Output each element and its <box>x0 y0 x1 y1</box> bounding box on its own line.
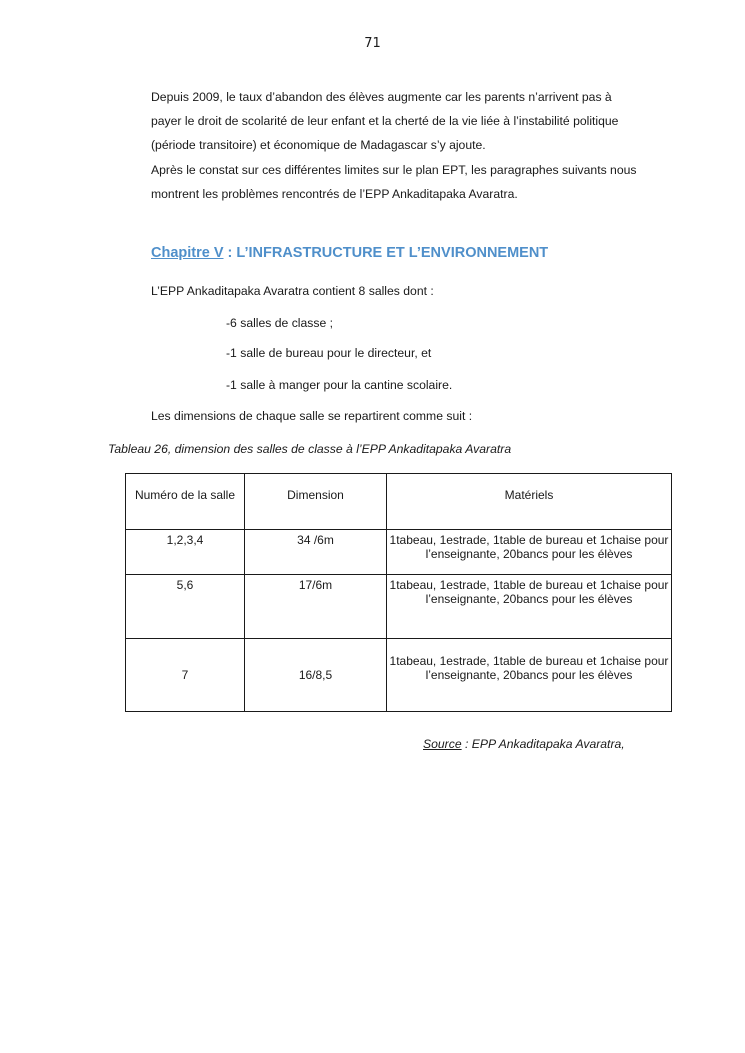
source-label: Source <box>423 737 462 751</box>
list-item: -1 salle à manger pour la cantine scolaire. <box>226 378 453 392</box>
dimensions-intro: Les dimensions de chaque salle se repartirent comme suit : <box>151 409 473 423</box>
cell-dimension: 16/8,5 <box>245 639 387 712</box>
classroom-dimensions-table <box>125 473 672 712</box>
cell-materials: 1tabeau, 1estrade, 1table de bureau et 1chaise pour l’enseignante, 20bancs pour les élèves <box>387 575 672 639</box>
cell-room-number: 5,6 <box>126 575 245 639</box>
table-header-row <box>126 474 672 530</box>
table-row <box>126 530 672 575</box>
chapter-heading <box>151 245 671 261</box>
header-dimension: Dimension <box>245 474 387 530</box>
list-item: -1 salle de bureau pour le directeur, et <box>226 346 432 360</box>
table-row <box>126 639 672 712</box>
cell-dimension: 17/6m <box>245 575 387 639</box>
chapter-title: L’INFRASTRUCTURE ET L’ENVIRONNEMENT <box>236 245 549 261</box>
rooms-intro: L’EPP Ankaditapaka Avaratra contient 8 salles dont : <box>151 284 434 298</box>
cell-room-number: 1,2,3,4 <box>126 530 245 575</box>
table-source <box>423 737 625 751</box>
header-materials: Matériels <box>387 474 672 530</box>
paragraph-problems: Après le constat sur ces différentes limites sur le plan EPT, les paragraphes suivants nous montrent les problèmes rencontrés de l’EPP Ankaditapaka Avaratra. <box>151 163 637 201</box>
list-item: -6 salles de classe ; <box>226 316 334 330</box>
chapter-label: Chapitre V <box>151 245 224 261</box>
table-caption: Tableau 26, dimension des salles de classe à l’EPP Ankaditapaka Avaratra <box>108 442 512 456</box>
page-number: 71 <box>364 36 381 51</box>
paragraph-dropout: Depuis 2009, le taux d’abandon des élèves augmente car les parents n’arrivent pas à payer le droit de scolarité de leur enfant et la cherté de la vie liée à l’instabilité politique (période transitoire) et économique de Madagascar s’y ajoute. <box>151 90 619 152</box>
table-row <box>126 575 672 639</box>
header-room-number: Numéro de la salle <box>126 474 245 530</box>
chapter-separator: : <box>223 245 237 261</box>
source-text: : EPP Ankaditapaka Avaratra, <box>461 737 625 751</box>
cell-room-number: 7 <box>126 639 245 712</box>
cell-dimension: 34 /6m <box>245 530 387 575</box>
cell-materials: 1tabeau, 1estrade, 1table de bureau et 1chaise pour l’enseignante, 20bancs pour les élèves <box>387 530 672 575</box>
cell-materials: 1tabeau, 1estrade, 1table de bureau et 1chaise pour l’enseignante, 20bancs pour les élèves <box>387 639 672 712</box>
